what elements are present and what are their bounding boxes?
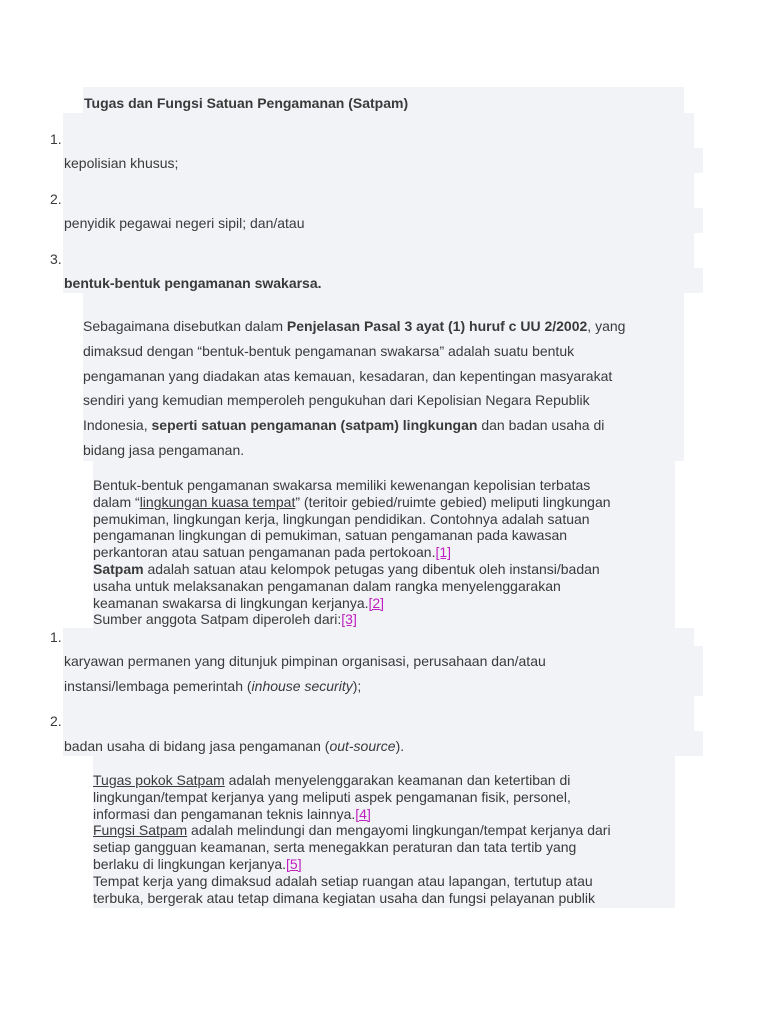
list-item: penyidik pegawai negeri sipil; dan/atau xyxy=(64,215,305,231)
paragraph-penjelasan xyxy=(83,314,683,463)
italic-term: out-source xyxy=(329,738,396,754)
paragraph-swakarsa xyxy=(93,477,611,628)
bg-band xyxy=(63,233,694,268)
list-number: 3. xyxy=(50,251,62,267)
list-item xyxy=(64,678,361,694)
footnote-link-4[interactable]: [4] xyxy=(355,805,371,822)
paragraph-tugas-fungsi xyxy=(93,772,611,906)
list-number: 2. xyxy=(50,713,62,729)
underlined-term: lingkungan kuasa tempat xyxy=(139,493,296,510)
text-run: adalah melindungi dan mengayomi lingkungan/tempat kerjanya dari xyxy=(187,822,611,839)
text-line: pemukiman, lingkungan kerja, lingkungan pendidikan. Contohnya adalah satuan xyxy=(93,510,590,527)
text-run: adalah menyelenggarakan keamanan dan ketertiban di xyxy=(224,772,571,788)
bg-band xyxy=(63,628,694,646)
bg-band xyxy=(63,696,694,731)
footnote-link-2[interactable]: [2] xyxy=(368,594,385,611)
text-line: usaha untuk melaksanakan pengamanan dalam rangka menyelenggarakan xyxy=(93,577,561,594)
text-line: pengamanan lingkungan di pemukiman, satuan pengamanan pada kawasan xyxy=(93,527,568,544)
list-number: 1. xyxy=(50,629,62,645)
text-run: berlaku di lingkungan kerjanya. xyxy=(93,855,287,872)
text-run: ). xyxy=(395,738,405,754)
text-run: instansi/lembaga pemerintah ( xyxy=(64,678,252,694)
text-run: Sumber anggota Satpam diperoleh dari: xyxy=(93,611,342,628)
bg-band xyxy=(63,173,694,208)
italic-term: inhouse security xyxy=(251,678,353,694)
text-run: ” (teritoir gebied/ruimte gebied) meliputi lingkungan xyxy=(295,493,611,510)
text-line: lingkungan/tempat kerjanya yang meliputi aspek pengamanan fisik, personel, xyxy=(93,788,571,805)
bold-reference: Penjelasan Pasal 3 ayat (1) huruf c UU 2/2002 xyxy=(286,318,588,334)
underlined-term: Fungsi Satpam xyxy=(93,822,188,839)
bold-term: Satpam xyxy=(93,560,144,577)
text-run: Indonesia, xyxy=(83,417,152,434)
text-line: bidang jasa pengamanan. xyxy=(83,441,245,458)
text-line: Tempat kerja yang dimaksud adalah setiap ruangan atau lapangan, tertutup atau xyxy=(93,872,593,889)
text-run: perkantoran atau satuan pengamanan pada pertokoan. xyxy=(93,544,436,561)
footnote-link-5[interactable]: [5] xyxy=(286,855,302,872)
text-line: Bentuk-bentuk pengamanan swakarsa memiliki kewenangan kepolisian terbatas xyxy=(93,477,591,493)
text-line: sendiri yang kemudian memperoleh pengukuhan dari Kepolisian Negara Republik xyxy=(83,392,590,409)
list-number: 2. xyxy=(50,191,62,207)
list-item xyxy=(64,738,404,754)
list-item: karyawan permanen yang ditunjuk pimpinan organisasi, perusahaan dan/atau xyxy=(64,653,546,669)
text-run: keamanan swakarsa di lingkungan kerjanya. xyxy=(93,594,369,611)
document-title: Tugas dan Fungsi Satuan Pengamanan (Satpam) xyxy=(84,95,409,111)
bold-phrase: seperti satuan pengamanan (satpam) lingkungan xyxy=(151,417,478,434)
underlined-term: Tugas pokok Satpam xyxy=(93,772,225,788)
text-line: setiap gangguan keamanan, serta menegakkan peraturan dan tata tertib yang xyxy=(93,839,577,856)
text-run: informasi dan pengamanan teknis lainnya. xyxy=(93,805,356,822)
text-run: badan usaha di bidang jasa pengamanan ( xyxy=(64,738,330,754)
text-run: , yang xyxy=(587,318,626,334)
text-run: adalah satuan atau kelompok petugas yang dibentuk oleh instansi/badan xyxy=(143,560,600,577)
list-item: bentuk-bentuk pengamanan swakarsa. xyxy=(64,275,322,291)
text-line: dimaksud dengan “bentuk-bentuk pengamanan swakarsa” adalah suatu bentuk xyxy=(83,342,575,359)
text-run: dalam “ xyxy=(93,493,140,510)
footnote-link-3[interactable]: [3] xyxy=(341,611,357,628)
text-run: ); xyxy=(352,678,362,694)
text-line: terbuka, bergerak atau tetap dimana kegiatan usaha dan fungsi pelayanan publik xyxy=(93,889,596,906)
text-run: dan badan usaha di xyxy=(477,417,605,434)
list-number: 1. xyxy=(50,131,62,147)
text-run: Sebagaimana disebutkan dalam xyxy=(83,318,287,334)
list-item: kepolisian khusus; xyxy=(64,155,179,171)
text-line: pengamanan yang diadakan atas kemauan, kesadaran, dan kepentingan masyarakat xyxy=(83,367,613,384)
bg-band xyxy=(63,113,694,148)
footnote-link-1[interactable]: [1] xyxy=(435,544,452,561)
